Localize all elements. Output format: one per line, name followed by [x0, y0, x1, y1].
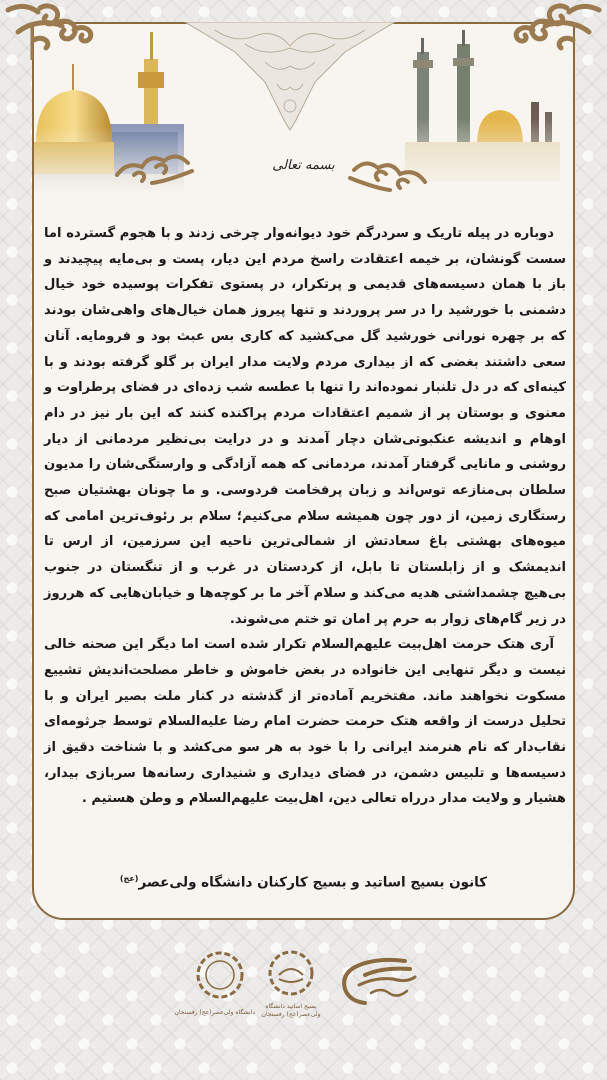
paragraph: دوباره در پیله تاریک و سردرگم خود دیوانه‌وار چرخی زدند و با هجوم گسترده اما سست گونشان، بر خیمه اعتقادت راسخ مردم این دیار، پست و بی‌مایه پیچیدند و باز با همان دسیسه‌های قدیمی و پرتکرار، در پستوی تفکرات پوسیده خود خیال دشمنی با خورشید را در سر پروردند و تنها پیروز همان خیال‌های واهی‌شان بودند که بر چهره نورانی خورشید گل می‌کشید که کاری بس عبث بود و فرومایه. آنان سعی داشتند بغضی که از بیداری مردم ولایت مدار ایران بر گلو گرفته بودند و با کینه‌ای که در دل تلنبار نموده‌اند را تنها با عطسه شب زده‌ای در فضای پرطراوت و معنوی و بوستان پر از شمیم اعتقادات مردم پراکنده کنند که این بار نیز در دام اوهام و اندیشه عنکبوتی‌شان دچار آمدند و در درایت بی‌نظیر مردمانی از دیار روشنی و مانایی گرفتار آمدند، مردمانی که همه آزادگی و وارستگی‌شان را مدیون سلطان بی‌منازعه توس‌اند و زبان پرفخامت فردوسی. و ما چونان بهشتیان صبح رستگاری زمین، از دور چون همیشه سلام می‌کنیم؛ سلام بر رئوف‌ترین امامی که میوه‌های بهشتی باغ سعادتش از شمالی‌ترین ناحیه این سرزمین، از ارس تا اندیمشک و از زابلستان تا بابل، از کردستان در غرب و از تنگستان در جنوب بی‌هیچ چشمداشتی هدیه می‌کند و سلام آخر ما بر کوچه‌ها و خیابان‌هایی که هرروز در زیر گام‌های زوار به حرم پر امان تو ختم می‌شوند. [44, 226, 566, 627]
university-logo-caption: دانشگاه ولی‌عصر(عج) رفسنجان [174, 1009, 255, 1016]
bismillah-heading: بسمه تعالی [272, 158, 335, 173]
university-logo-icon [190, 945, 250, 1005]
signature-text: کانون بسیج اساتید و بسیج کارکنان دانشگاه ولی‌عصر [138, 874, 488, 891]
signature [0, 874, 607, 891]
basij-professors-logo-icon [263, 945, 319, 1001]
logos-row [174, 945, 425, 1030]
calligraphy-logo-icon [335, 953, 420, 1013]
signature-honorific: (عج) [119, 874, 139, 883]
basij-logo-caption-line1: بسیج اساتید دانشگاه [265, 1003, 317, 1010]
letter-body [44, 221, 566, 812]
basij-logo-caption-line2: ولی‌عصر(عج) رفسنجان [261, 1011, 321, 1018]
filigree-ornament-icon [185, 22, 395, 132]
paragraph: آری هتک حرمت اهل‌بیت علیهم‌السلام تکرار شده است اما دیگر این صحنه خالی نیست و دیگر تنهایی این خانواده در بغض خاموش و خاطر مصلحت‌اندیش تشییع مسکوت نخواهند ماند. مفتخریم آماده‌تر از گذشته در کنار ملت بصیر ایران و با تحلیل درست از واقعه هتک حرمت حضرت امام رضا علیه‌السلام توسط جرثومه‌ای نقاب‌دار که نام هنرمند ایرانی را با خود به هر سو می‌کشد و با شناخت دقیق از دسیسه‌ها و تلبیس دشمن، در فضای دیداری و شنیداری رسانه‌ها سربازی بیدار، هشیار و ولایت مدار درراه تعالی دین، اهل‌بیت علیهم‌السلام و وطن هستیم . [44, 637, 566, 807]
